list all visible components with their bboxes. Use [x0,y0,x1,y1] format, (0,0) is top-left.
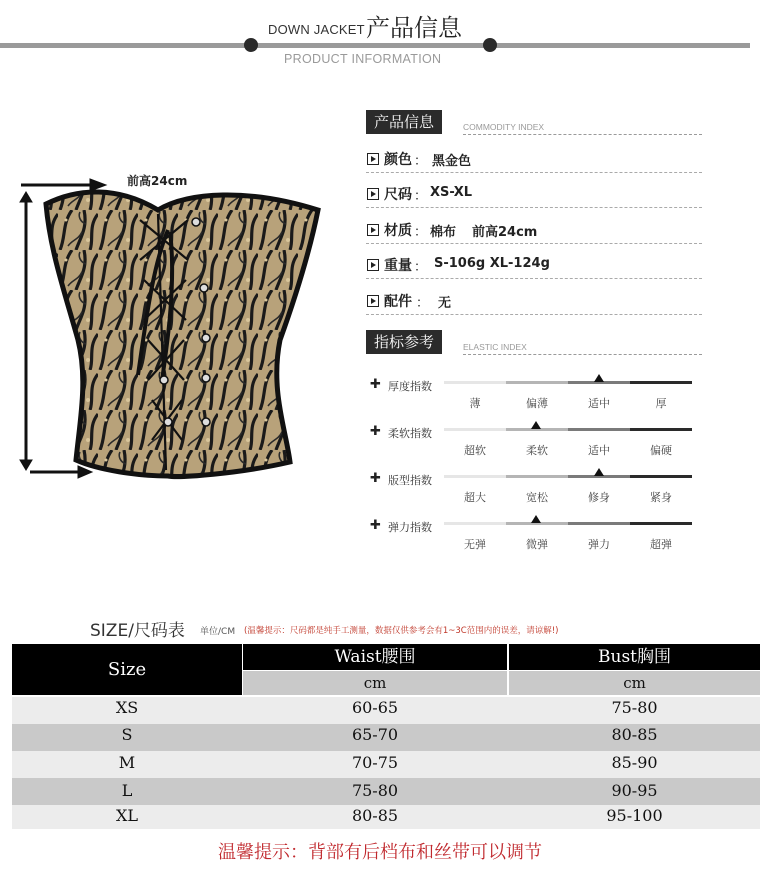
plus-icon: ✚ [370,424,381,439]
size-cell: S [121,725,133,744]
index-segment [444,428,506,431]
commodity-heading-en: COMMODITY INDEX [463,122,545,132]
spec-row-material: 材质 ： 棉布 前高24cm [366,217,702,247]
corset-illustration [18,170,348,490]
index-segment [444,381,506,384]
index-option: 超弹 [650,538,672,551]
arrow-box-icon [367,259,379,271]
index-option: 微弹 [526,538,548,551]
index-option: 超软 [464,444,486,457]
spec-label: 材质 [384,223,412,239]
waist-unit: cm [243,671,507,695]
index-segment [444,522,506,525]
index-option: 偏薄 [526,397,548,410]
index-option: 宽松 [526,491,548,504]
spec-row-accessory: 配件 ： 无 [366,288,702,318]
index-segment [630,381,692,384]
bust-cell: 90-95 [611,781,658,800]
index-segment [568,522,630,525]
bust-cell: 80-85 [611,725,658,744]
index-segment [630,428,692,431]
index-segment [444,475,506,478]
spec-divider [366,314,702,315]
spec-label: 颜色 [384,152,412,168]
index-marker [531,421,541,429]
index-segment [630,522,692,525]
spec-label: 重量 [384,258,412,274]
spec-value: 无 [438,296,452,311]
bust-unit: cm [509,671,760,695]
index-option: 偏硬 [650,444,672,457]
index-option: 超大 [464,491,486,504]
spec-divider [366,278,702,279]
commodity-heading [366,110,702,138]
waist-cell: 80-85 [351,806,399,825]
index-option: 薄 [469,397,481,410]
index-row-thickness [366,377,702,421]
commodity-heading-tag: 产品信息 [366,110,442,134]
spec-divider [366,207,702,208]
spec-label: 配件 [384,294,412,310]
index-option: 无弹 [464,538,486,551]
bust-col-header: Bust胸围 [509,644,760,670]
bust-cell: 95-100 [606,806,663,825]
index-segment [506,381,568,384]
index-label: 弹力指数 [388,521,432,534]
corset-body [46,192,318,477]
warm-tip: 温馨提示：背部有后档布和丝带可以调节 [218,842,542,863]
arrow-box-icon [367,153,379,165]
header-subtitle: PRODUCT INFORMATION [284,52,442,66]
plus-icon: ✚ [370,471,381,486]
index-row-elasticity [366,518,702,562]
spec-row-size: 尺码 ： XS-XL [366,181,702,211]
waist-col-header: Waist腰围 [243,644,507,670]
index-option: 修身 [588,491,610,504]
commodity-heading-divider [463,134,702,135]
front-height-label: 前高24cm [127,174,188,188]
waist-cell: 75-80 [351,781,399,800]
waist-cell: 70-75 [351,753,399,772]
spec-value: 棉布 [430,225,457,240]
index-option: 适中 [588,397,610,410]
size-table-title: SIZE/尺码表 [90,621,185,641]
index-label: 厚度指数 [388,380,432,393]
index-label: 柔软指数 [388,427,432,440]
elastic-heading [366,330,702,358]
size-cell: XL [115,806,138,825]
index-segment [506,475,568,478]
index-label: 版型指数 [388,474,432,487]
header-dot-right [483,38,497,52]
spec-divider [366,243,702,244]
index-segment [568,428,630,431]
arrow-box-icon [367,295,379,307]
index-option: 厚 [655,397,667,410]
index-row-softness [366,424,702,468]
elastic-heading-tag: 指标参考 [366,330,442,354]
header-divider [0,43,750,48]
size-table-unit: 单位/CM [200,627,236,637]
elastic-heading-divider [463,354,702,355]
index-marker [531,515,541,523]
arrow-box-icon [367,224,379,236]
index-marker [594,468,604,476]
index-option: 紧身 [650,491,672,504]
header-dot-left [244,38,258,52]
product-image-area [18,170,348,490]
index-segment [630,475,692,478]
spec-value: XS-XL [430,185,473,200]
plus-icon: ✚ [370,518,381,533]
index-option: 柔软 [526,444,548,457]
index-row-fit [366,471,702,515]
index-marker [594,374,604,382]
spec-row-color: 颜色 ： 黑金色 [366,146,702,176]
elastic-heading-en: ELASTIC INDEX [463,342,527,352]
plus-icon: ✚ [370,377,381,392]
index-option: 适中 [588,444,610,457]
size-col-header: Size [12,644,242,695]
spec-divider [366,172,702,173]
waist-cell: 60-65 [351,698,399,717]
spec-label: 尺码 [384,187,412,203]
spec-value-extra: 前高24cm [472,225,538,240]
arrow-box-icon [367,188,379,200]
size-cell: M [118,753,136,772]
waist-cell: 65-70 [351,725,399,744]
bust-cell: 75-80 [611,698,658,717]
spec-value: S-106g XL-124g [434,256,550,271]
size-cell: XS [115,698,139,717]
size-cell: L [121,781,133,800]
header-cn-title: 产品信息 [366,14,462,42]
index-option: 弹力 [588,538,610,551]
bust-cell: 85-90 [611,753,658,772]
spec-value: 黑金色 [432,154,472,169]
header-en-title: DOWN JACKET [268,22,365,37]
spec-row-weight: 重量 ： S-106g XL-124g [366,252,702,282]
size-table-note: (温馨提示：尺码都是纯手工测量，数据仅供参考会有1~3C范围内的误差，请谅解!) [244,626,559,636]
